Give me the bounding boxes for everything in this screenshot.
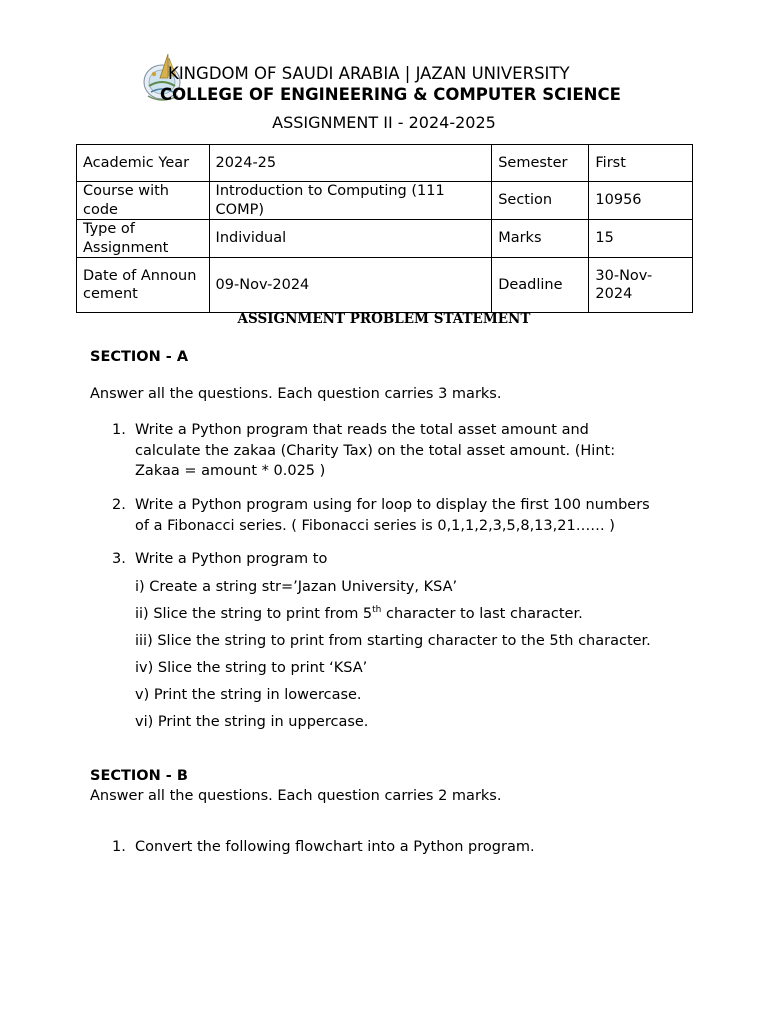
assignment-type-value: Individual	[209, 220, 492, 258]
question-number: 1.	[112, 839, 126, 855]
table-row	[77, 258, 693, 313]
marks-label: Marks	[492, 220, 589, 258]
question-a3-sub3: iii) Slice the string to print from starting character to the 5th character.	[135, 633, 651, 649]
marks-value: 15	[589, 220, 693, 258]
question-a2-line: Write a Python program using for loop to display the first 100 numbers	[135, 497, 650, 513]
section-b-heading: SECTION - B	[90, 768, 188, 784]
question-number: 2.	[112, 497, 126, 513]
announcement-date-value: 09-Nov-2024	[209, 258, 492, 313]
question-a3-sub1: i) Create a string str=’Jazan University, KSA’	[135, 579, 458, 595]
problem-statement-title: ASSIGNMENT PROBLEM STATEMENT	[237, 311, 531, 327]
section-label: Section	[492, 182, 589, 220]
question-b1-text: Convert the following flowchart into a Python program.	[135, 839, 535, 855]
table-row	[77, 182, 693, 220]
semester-value: First	[589, 145, 693, 182]
question-a3-sub2	[135, 604, 583, 625]
question-a2-line: of a Fibonacci series. ( Fibonacci series is 0,1,1,2,3,5,8,13,21…… )	[135, 517, 615, 534]
section-a-heading: SECTION - A	[90, 349, 189, 365]
question-a3-intro: Write a Python program to	[135, 551, 328, 567]
section-value: 10956	[589, 182, 693, 220]
table-row	[77, 145, 693, 182]
question-a3-sub6: vi) Print the string in uppercase.	[135, 714, 369, 730]
question-a1-line: calculate the zakaa (Charity Tax) on the total asset amount. (Hint:	[135, 442, 616, 459]
question-a3-sub2-text: ii) Slice the string to print from 5	[135, 606, 373, 622]
announcement-date-label: Date of Announcement	[77, 258, 210, 313]
superscript-th: th	[372, 605, 382, 615]
header-college: COLLEGE OF ENGINEERING & COMPUTER SCIENCE	[160, 85, 621, 104]
header-kingdom-university: KINGDOM OF SAUDI ARABIA | JAZAN UNIVERSITY	[168, 64, 570, 83]
course-value: Introduction to Computing (111 COMP)	[209, 182, 492, 220]
deadline-label: Deadline	[492, 258, 589, 313]
section-b-instruction: Answer all the questions. Each question carries 2 marks.	[90, 788, 502, 804]
question-a1-line: Write a Python program that reads the total asset amount and	[135, 422, 589, 438]
header-assignment-title: ASSIGNMENT II - 2024-2025	[272, 113, 496, 132]
assignment-type-label: Type of Assignment	[77, 220, 210, 258]
academic-year-value: 2024-25	[209, 145, 492, 182]
question-a1-line: Zakaa = amount * 0.025 )	[135, 463, 326, 479]
question-a3-sub4: iv) Slice the string to print ‘KSA’	[135, 660, 368, 676]
section-a-instruction: Answer all the questions. Each question carries 3 marks.	[90, 386, 502, 402]
academic-year-label: Academic Year	[77, 145, 210, 182]
assignment-info-table	[76, 144, 693, 313]
table-row	[77, 220, 693, 258]
question-a3-sub5: v) Print the string in lowercase.	[135, 687, 362, 703]
deadline-value: 30-Nov-2024	[589, 258, 693, 313]
question-a3-sub2-text-end: character to last character.	[381, 606, 583, 622]
question-number: 1.	[112, 422, 126, 438]
semester-label: Semester	[492, 145, 589, 182]
course-label: Course with code	[77, 182, 210, 220]
question-number: 3.	[112, 551, 126, 567]
